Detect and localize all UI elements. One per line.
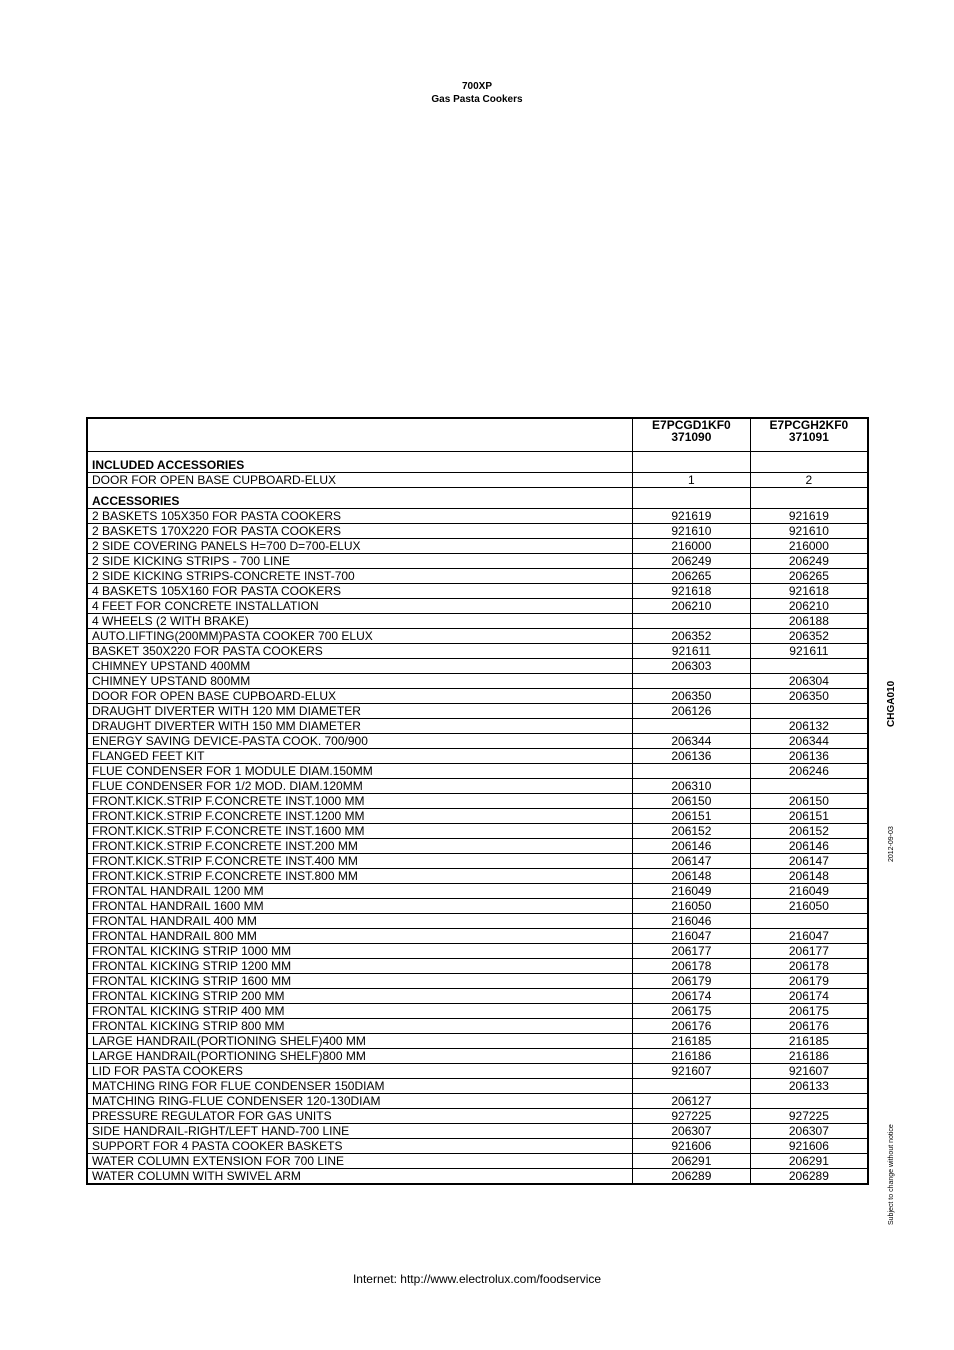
- accessory-name: FRONT.KICK.STRIP F.CONCRETE INST.400 MM: [87, 854, 633, 869]
- table-row: [87, 1154, 868, 1169]
- accessory-code-model-1: 216046: [633, 914, 751, 929]
- accessory-code-model-1: 206352: [633, 629, 751, 644]
- table-row: [87, 809, 868, 824]
- empty-cell: [633, 488, 751, 509]
- accessory-name: WATER COLUMN EXTENSION FOR 700 LINE: [87, 1154, 633, 1169]
- accessory-code-model-1: 206150: [633, 794, 751, 809]
- accessory-name: 2 SIDE KICKING STRIPS - 700 LINE: [87, 554, 633, 569]
- accessory-code-model-1: 206136: [633, 749, 751, 764]
- accessory-code-model-1: 206148: [633, 869, 751, 884]
- accessory-name: FRONTAL KICKING STRIP 200 MM: [87, 989, 633, 1004]
- table-row: [87, 674, 868, 689]
- accessory-name: FRONT.KICK.STRIP F.CONCRETE INST.200 MM: [87, 839, 633, 854]
- accessory-code-model-1: 921618: [633, 584, 751, 599]
- table-row: [87, 704, 868, 719]
- accessory-code-model-2: 206178: [750, 959, 868, 974]
- accessory-code-model-2: 921607: [750, 1064, 868, 1079]
- accessory-name: 2 SIDE KICKING STRIPS-CONCRETE INST-700: [87, 569, 633, 584]
- table-row: [87, 473, 868, 488]
- accessory-code-model-1: 206179: [633, 974, 751, 989]
- accessory-code-model-1: 1: [633, 473, 751, 488]
- accessory-name: 4 WHEELS (2 WITH BRAKE): [87, 614, 633, 629]
- accessory-code-model-2: 206265: [750, 569, 868, 584]
- accessory-name: 2 BASKETS 170X220 FOR PASTA COOKERS: [87, 524, 633, 539]
- accessory-code-model-1: [633, 764, 751, 779]
- table-row: [87, 929, 868, 944]
- accessory-code-model-1: 206310: [633, 779, 751, 794]
- accessory-code-model-1: 206291: [633, 1154, 751, 1169]
- section-title: ACCESSORIES: [87, 488, 633, 509]
- accessory-name: SIDE HANDRAIL-RIGHT/LEFT HAND-700 LINE: [87, 1124, 633, 1139]
- accessory-code-model-1: 206344: [633, 734, 751, 749]
- table-row: [87, 1049, 868, 1064]
- accessory-name: FRONT.KICK.STRIP F.CONCRETE INST.800 MM: [87, 869, 633, 884]
- model-code: E7PCGD1KF0: [652, 418, 731, 432]
- accessory-code-model-2: [750, 914, 868, 929]
- accessory-code-model-2: 216185: [750, 1034, 868, 1049]
- table-row: [87, 719, 868, 734]
- table-row: [87, 779, 868, 794]
- accessory-code-model-2: 216047: [750, 929, 868, 944]
- accessory-code-model-1: 921619: [633, 509, 751, 524]
- accessory-name: LID FOR PASTA COOKERS: [87, 1064, 633, 1079]
- accessory-name: FRONTAL HANDRAIL 800 MM: [87, 929, 633, 944]
- change-notice: Subject to change without notice: [888, 1124, 895, 1225]
- document-date: 2012-09-03: [888, 826, 895, 862]
- table-row: [87, 539, 868, 554]
- accessory-code-model-1: 206176: [633, 1019, 751, 1034]
- accessory-code-model-1: 206174: [633, 989, 751, 1004]
- accessory-code-model-2: 206133: [750, 1079, 868, 1094]
- accessory-code-model-2: 921619: [750, 509, 868, 524]
- model-column-header: [750, 418, 868, 452]
- table-row: [87, 659, 868, 674]
- empty-cell: [750, 452, 868, 473]
- accessory-code-model-1: 216049: [633, 884, 751, 899]
- accessory-name: WATER COLUMN WITH SWIVEL ARM: [87, 1169, 633, 1185]
- accessory-code-model-1: 206146: [633, 839, 751, 854]
- accessory-name: AUTO.LIFTING(200MM)PASTA COOKER 700 ELUX: [87, 629, 633, 644]
- accessory-name: FRONTAL KICKING STRIP 800 MM: [87, 1019, 633, 1034]
- accessory-code-model-1: 206175: [633, 1004, 751, 1019]
- document-subtitle: Gas Pasta Cookers: [431, 94, 523, 105]
- table-row: [87, 524, 868, 539]
- accessory-code-model-1: [633, 614, 751, 629]
- accessory-code-model-2: 216050: [750, 899, 868, 914]
- document-code: CHGA010: [886, 680, 897, 727]
- accessory-code-model-2: 206151: [750, 809, 868, 824]
- table-row: [87, 689, 868, 704]
- accessory-code-model-2: 206289: [750, 1169, 868, 1185]
- accessory-code-model-2: 921618: [750, 584, 868, 599]
- accessory-code-model-2: 216049: [750, 884, 868, 899]
- accessory-code-model-1: [633, 1079, 751, 1094]
- included-accessories-heading: [87, 452, 868, 473]
- model-number: 371090: [671, 430, 712, 444]
- accessory-code-model-2: 206136: [750, 749, 868, 764]
- accessory-code-model-2: 206148: [750, 869, 868, 884]
- accessory-code-model-1: 206147: [633, 854, 751, 869]
- accessory-code-model-1: 206127: [633, 1094, 751, 1109]
- accessory-name: 4 FEET FOR CONCRETE INSTALLATION: [87, 599, 633, 614]
- accessory-code-model-2: 921606: [750, 1139, 868, 1154]
- accessory-name: DRAUGHT DIVERTER WITH 120 MM DIAMETER: [87, 704, 633, 719]
- accessory-code-model-1: 921607: [633, 1064, 751, 1079]
- accessory-code-model-2: [750, 1094, 868, 1109]
- accessory-code-model-2: 206344: [750, 734, 868, 749]
- model-number: 371091: [788, 430, 829, 444]
- accessory-name: FRONTAL KICKING STRIP 400 MM: [87, 1004, 633, 1019]
- table-row: [87, 989, 868, 1004]
- table-row: [87, 734, 868, 749]
- accessory-code-model-2: 216000: [750, 539, 868, 554]
- table-row: [87, 1019, 868, 1034]
- accessory-code-model-2: 206179: [750, 974, 868, 989]
- accessory-code-model-1: 216000: [633, 539, 751, 554]
- accessory-name: FLUE CONDENSER FOR 1 MODULE DIAM.150MM: [87, 764, 633, 779]
- accessory-code-model-2: 206177: [750, 944, 868, 959]
- accessory-code-model-2: 206350: [750, 689, 868, 704]
- table-row: [87, 974, 868, 989]
- model-code: E7PCGH2KF0: [769, 418, 849, 432]
- accessory-code-model-1: 216186: [633, 1049, 751, 1064]
- table-row: [87, 794, 868, 809]
- footer-internet: Internet: http://www.electrolux.com/foodservice: [352, 1272, 602, 1286]
- table-row: [87, 1004, 868, 1019]
- table-row: [87, 944, 868, 959]
- accessory-code-model-2: 2: [750, 473, 868, 488]
- table-row: [87, 1124, 868, 1139]
- accessory-code-model-2: 206188: [750, 614, 868, 629]
- accessory-name: PRESSURE REGULATOR FOR GAS UNITS: [87, 1109, 633, 1124]
- empty-cell: [633, 452, 751, 473]
- accessory-name: FRONTAL KICKING STRIP 1600 MM: [87, 974, 633, 989]
- document-header: [0, 80, 954, 106]
- accessory-code-model-1: 206152: [633, 824, 751, 839]
- accessory-code-model-2: 206249: [750, 554, 868, 569]
- table-row: [87, 554, 868, 569]
- table-row: [87, 629, 868, 644]
- accessory-code-model-1: 206177: [633, 944, 751, 959]
- accessory-code-model-1: 206151: [633, 809, 751, 824]
- accessory-code-model-2: 206146: [750, 839, 868, 854]
- model-column-header: [633, 418, 751, 452]
- section-title: INCLUDED ACCESSORIES: [87, 452, 633, 473]
- accessory-code-model-2: 206152: [750, 824, 868, 839]
- table-row: [87, 1094, 868, 1109]
- document-title: 700XP: [461, 81, 493, 92]
- accessory-code-model-2: 206304: [750, 674, 868, 689]
- accessory-code-model-2: [750, 779, 868, 794]
- table-row: [87, 1139, 868, 1154]
- table-row: [87, 749, 868, 764]
- accessory-name: BASKET 350X220 FOR PASTA COOKERS: [87, 644, 633, 659]
- table-row: [87, 569, 868, 584]
- accessory-code-model-1: 216047: [633, 929, 751, 944]
- table-row: [87, 644, 868, 659]
- accessory-code-model-1: 206303: [633, 659, 751, 674]
- accessory-name: CHIMNEY UPSTAND 800MM: [87, 674, 633, 689]
- table-row: [87, 1169, 868, 1185]
- accessory-name: FRONTAL HANDRAIL 400 MM: [87, 914, 633, 929]
- accessory-code-model-1: 206350: [633, 689, 751, 704]
- table-row: [87, 914, 868, 929]
- accessory-name: FRONTAL KICKING STRIP 1000 MM: [87, 944, 633, 959]
- table-row: [87, 599, 868, 614]
- table-row: [87, 1109, 868, 1124]
- accessory-code-model-2: 206307: [750, 1124, 868, 1139]
- accessory-code-model-1: 216185: [633, 1034, 751, 1049]
- accessory-name: 2 BASKETS 105X350 FOR PASTA COOKERS: [87, 509, 633, 524]
- accessory-code-model-1: 206265: [633, 569, 751, 584]
- table-header-row: [87, 418, 868, 452]
- table-row: [87, 869, 868, 884]
- accessory-code-model-1: 927225: [633, 1109, 751, 1124]
- accessory-code-model-1: 206210: [633, 599, 751, 614]
- accessory-name: DRAUGHT DIVERTER WITH 150 MM DIAMETER: [87, 719, 633, 734]
- accessory-name: 2 SIDE COVERING PANELS H=700 D=700-ELUX: [87, 539, 633, 554]
- table-row: [87, 1034, 868, 1049]
- accessories-table: [86, 417, 869, 1185]
- table-row: [87, 839, 868, 854]
- table-row: [87, 764, 868, 779]
- table-row: [87, 584, 868, 599]
- accessory-name: FRONTAL HANDRAIL 1200 MM: [87, 884, 633, 899]
- accessory-code-model-1: 206249: [633, 554, 751, 569]
- accessory-name: DOOR FOR OPEN BASE CUPBOARD-ELUX: [87, 689, 633, 704]
- accessory-name: MATCHING RING-FLUE CONDENSER 120-130DIAM: [87, 1094, 633, 1109]
- accessory-code-model-2: [750, 704, 868, 719]
- table-row: [87, 884, 868, 899]
- empty-cell: [750, 488, 868, 509]
- accessory-code-model-1: [633, 674, 751, 689]
- table-row: [87, 824, 868, 839]
- accessory-name: SUPPORT FOR 4 PASTA COOKER BASKETS: [87, 1139, 633, 1154]
- accessory-name: FRONT.KICK.STRIP F.CONCRETE INST.1600 MM: [87, 824, 633, 839]
- accessory-code-model-2: 206132: [750, 719, 868, 734]
- accessory-name: FLANGED FEET KIT: [87, 749, 633, 764]
- accessory-name: FLUE CONDENSER FOR 1/2 MOD. DIAM.120MM: [87, 779, 633, 794]
- accessory-code-model-1: 921611: [633, 644, 751, 659]
- accessory-name: FRONT.KICK.STRIP F.CONCRETE INST.1200 MM: [87, 809, 633, 824]
- table-row: [87, 509, 868, 524]
- accessory-name: DOOR FOR OPEN BASE CUPBOARD-ELUX: [87, 473, 633, 488]
- accessory-name: FRONTAL HANDRAIL 1600 MM: [87, 899, 633, 914]
- accessory-code-model-1: 206307: [633, 1124, 751, 1139]
- accessory-name: ENERGY SAVING DEVICE-PASTA COOK. 700/900: [87, 734, 633, 749]
- accessory-code-model-1: 216050: [633, 899, 751, 914]
- accessory-code-model-2: 921610: [750, 524, 868, 539]
- accessory-code-model-2: 206176: [750, 1019, 868, 1034]
- accessory-name: MATCHING RING FOR FLUE CONDENSER 150DIAM: [87, 1079, 633, 1094]
- accessory-name: LARGE HANDRAIL(PORTIONING SHELF)800 MM: [87, 1049, 633, 1064]
- table-row: [87, 614, 868, 629]
- table-row: [87, 899, 868, 914]
- accessory-name: FRONTAL KICKING STRIP 1200 MM: [87, 959, 633, 974]
- accessory-code-model-2: 921611: [750, 644, 868, 659]
- accessory-code-model-2: [750, 659, 868, 674]
- accessory-name: 4 BASKETS 105X160 FOR PASTA COOKERS: [87, 584, 633, 599]
- accessory-code-model-1: 206178: [633, 959, 751, 974]
- accessory-code-model-1: 206289: [633, 1169, 751, 1185]
- table-row: [87, 1079, 868, 1094]
- table-row: [87, 854, 868, 869]
- table-row: [87, 959, 868, 974]
- header-blank-cell: [87, 418, 633, 452]
- accessory-code-model-1: 206126: [633, 704, 751, 719]
- accessory-code-model-2: 206174: [750, 989, 868, 1004]
- accessory-code-model-2: 206175: [750, 1004, 868, 1019]
- accessory-code-model-2: 206291: [750, 1154, 868, 1169]
- accessory-name: CHIMNEY UPSTAND 400MM: [87, 659, 633, 674]
- accessories-heading: [87, 488, 868, 509]
- accessory-name: LARGE HANDRAIL(PORTIONING SHELF)400 MM: [87, 1034, 633, 1049]
- accessory-code-model-2: 927225: [750, 1109, 868, 1124]
- accessory-name: FRONT.KICK.STRIP F.CONCRETE INST.1000 MM: [87, 794, 633, 809]
- accessory-code-model-1: [633, 719, 751, 734]
- accessory-code-model-2: 206352: [750, 629, 868, 644]
- accessory-code-model-2: 206150: [750, 794, 868, 809]
- accessory-code-model-1: 921606: [633, 1139, 751, 1154]
- accessory-code-model-2: 206210: [750, 599, 868, 614]
- table-row: [87, 1064, 868, 1079]
- accessory-code-model-2: 216186: [750, 1049, 868, 1064]
- accessory-code-model-2: 206246: [750, 764, 868, 779]
- accessory-code-model-2: 206147: [750, 854, 868, 869]
- accessory-code-model-1: 921610: [633, 524, 751, 539]
